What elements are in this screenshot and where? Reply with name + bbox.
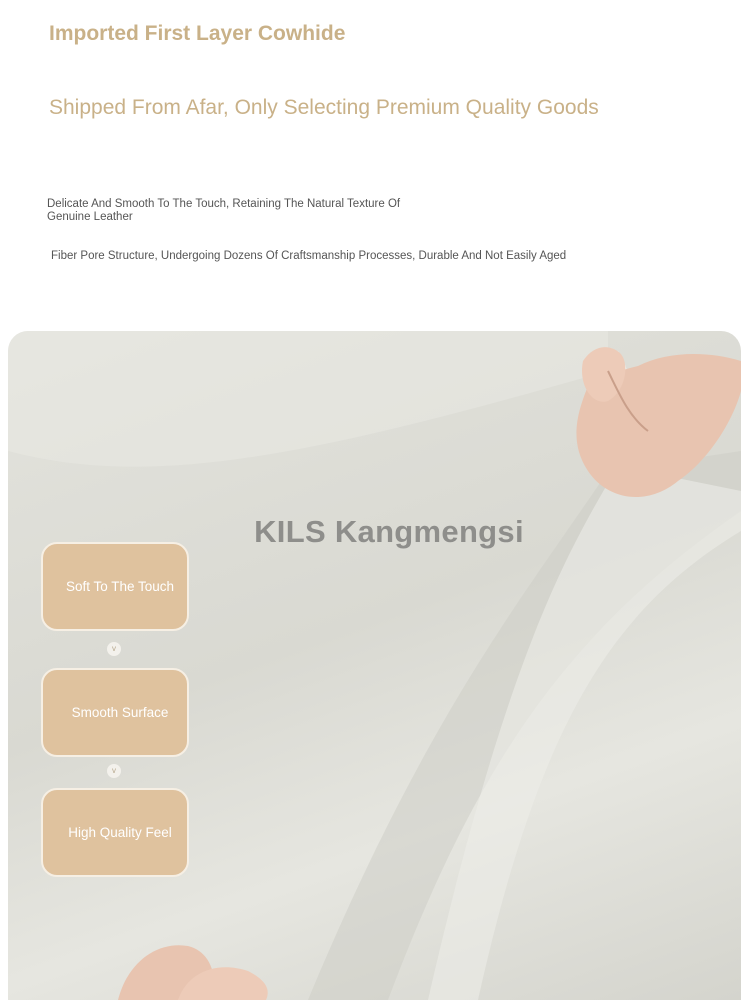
leather-fold-illustration bbox=[8, 331, 741, 1000]
brand-watermark: KILS Kangmengsi bbox=[254, 514, 524, 549]
page-title: Imported First Layer Cowhide bbox=[49, 22, 346, 45]
feature-card-smooth bbox=[41, 668, 189, 757]
description-texture: Delicate And Smooth To The Touch, Retaining The Natural Texture Of Genuine Leather bbox=[47, 198, 401, 223]
feature-card-quality bbox=[41, 788, 189, 877]
description-fiber: Fiber Pore Structure, Undergoing Dozens Of Craftsmanship Processes, Durable And Not Easily Aged bbox=[51, 250, 567, 262]
feature-label: Smooth Surface bbox=[71, 705, 169, 720]
chevron-down-icon: v bbox=[107, 642, 121, 656]
feature-card-soft bbox=[41, 542, 189, 631]
leather-hero-image bbox=[8, 331, 741, 1000]
feature-label: High Quality Feel bbox=[68, 825, 172, 840]
chevron-down-icon: v bbox=[107, 764, 121, 778]
feature-label: Soft To The Touch bbox=[65, 579, 175, 594]
page-subtitle: Shipped From Afar, Only Selecting Premium Quality Goods bbox=[49, 96, 599, 119]
hand-bottom-left bbox=[118, 945, 268, 1000]
